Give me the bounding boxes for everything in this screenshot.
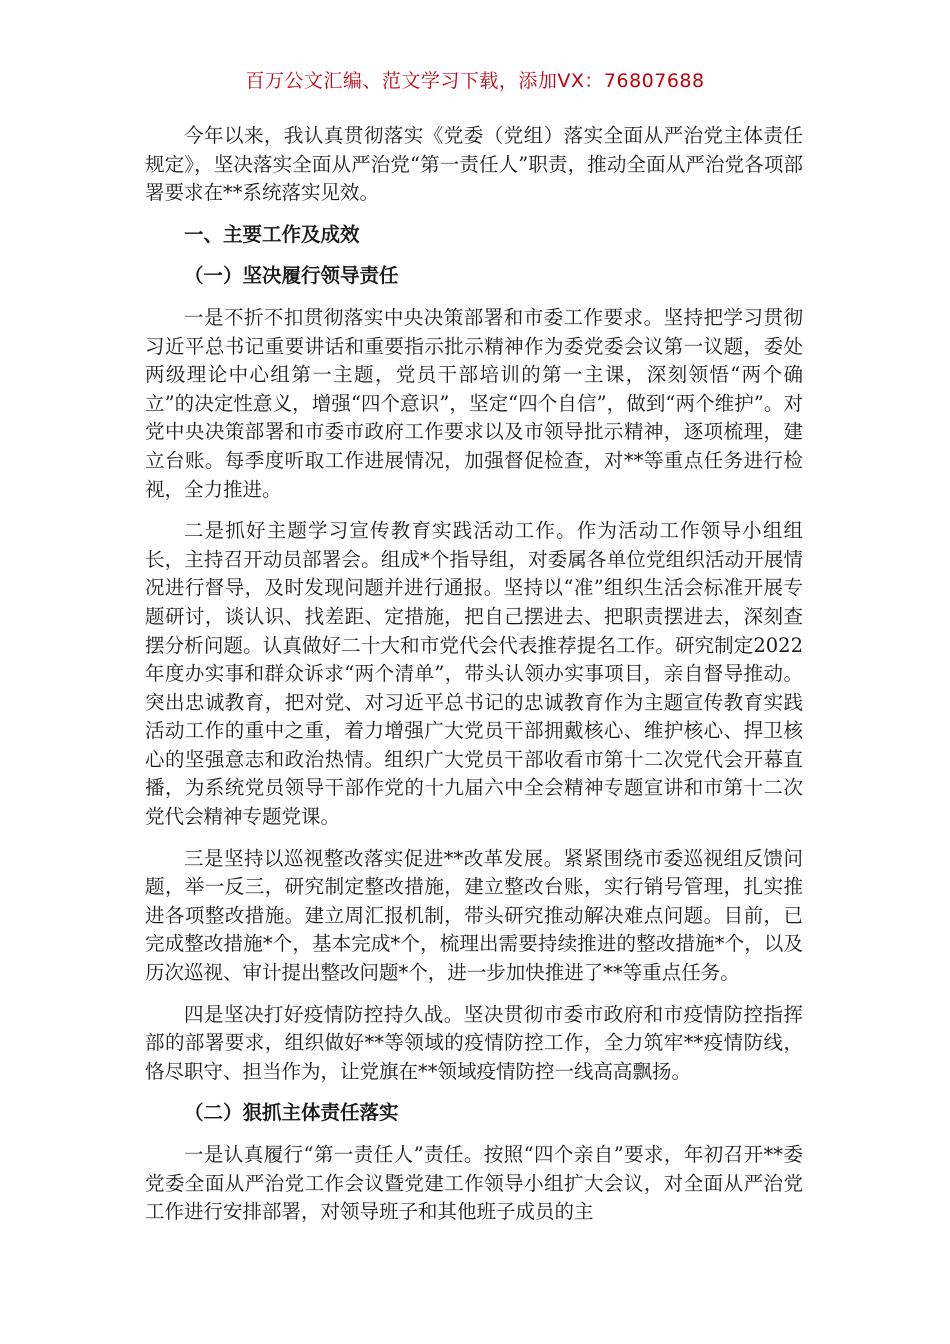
intro-paragraph: 今年以来，我认真贯彻落实《党委（党组）落实全面从严治党主体责任规定》，坚决落实全面从严治党“第一责任人”职责，推动全面从严治党各项部署要求在**系统落实见效。	[145, 124, 803, 205]
watermark-header: 百万公文汇编、范文学习下载，添加VX：76807688	[245, 70, 705, 92]
paragraph-1-3: 三是坚持以巡视整改落实促进**改革发展。紧紧围绕市委巡视组反馈问题，举一反三，研究制定整改措施，建立整改台账，实行销号管理，扎实推进各项整改措施。建立周汇报机制，带头研究推动解决难点问题。目前，已完成整改措施*个，基本完成*个，梳理出需要持续推进的整改措施*个，以及历次巡视、审计提出整改问题*个，进一步加快推进了**等重点任务。	[145, 846, 803, 985]
subsection-heading-2: （二）狠抓主体责任落实	[184, 1101, 399, 1125]
paragraph-1-2: 二是抓好主题学习宣传教育实践活动工作。作为活动工作领导小组组长，主持召开动员部署会。组成*个指导组，对委属各单位党组织活动开展情况进行督导，及时发现问题并进行通报。坚持以“准”组织生活会标准开展专题研讨，谈认识、找差距、定措施，把自己摆进去、把职责摆进去，深刻查摆分析问题。认真做好二十大和市党代会代表推荐提名工作。研究制定2022年度办实事和群众诉求“两个清单”，带头认领办实事项目，亲自督导推动。突出忠诚教育，把对党、对习近平总书记的忠诚教育作为主题宣传教育实践活动工作的重中之重，着力增强广大党员干部拥戴核心、维护核心、捍卫核心的坚强意志和政治热情。组织广大党员干部收看市第十二次党代会开幕直播，为系统党员领导干部作党的十九届六中全会精神专题宣讲和市第十二次党代会精神专题党课。	[145, 519, 803, 829]
subsection-heading-1: （一）坚决履行领导责任	[184, 264, 399, 288]
paragraph-1-1: 一是不折不扣贯彻落实中央决策部署和市委工作要求。坚持把学习贯彻习近平总书记重要讲话和重要指示批示精神作为委党委会议第一议题，委处两级理论中心组第一主题，党员干部培训的第一主课，深刻领悟“两个确立”的决定性意义，增强“四个意识”，坚定“四个自信”，做到“两个维护”。对党中央决策部署和市委市政府工作要求以及市领导批示精神，逐项梳理，建立台账。每季度听取工作进展情况，加强督促检查，对**等重点任务进行检视，全力推进。	[145, 305, 803, 501]
paragraph-1-4: 四是坚决打好疫情防控持久战。坚决贯彻市委市政府和市疫情防控指挥部的部署要求，组织做好**等领域的疫情防控工作，全力筑牢**疫情防线，恪尽职守、担当作为，让党旗在**领域疫情防控一线高高飘扬。	[145, 1002, 803, 1083]
paragraph-2-1: 一是认真履行“第一责任人”责任。按照“四个亲自”要求，年初召开**委党委全面从严治党工作会议暨党建工作领导小组扩大会议，对全面从严治党工作进行安排部署，对领导班子和其他班子成员的主	[145, 1143, 803, 1224]
document-body	[145, 122, 803, 1240]
section-heading-1: 一、主要工作及成效	[184, 222, 360, 246]
